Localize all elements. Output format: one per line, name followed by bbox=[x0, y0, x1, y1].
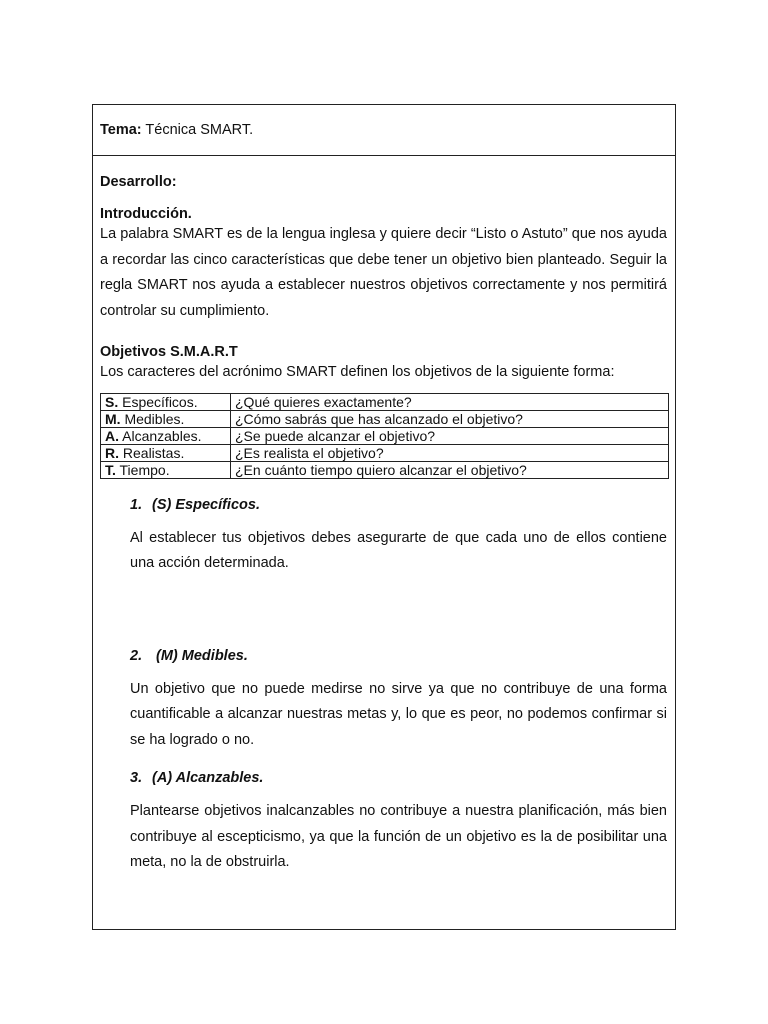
tema-row bbox=[93, 105, 675, 156]
table-cell-criterion bbox=[101, 427, 231, 444]
table-cell-question: ¿Qué quieres exactamente? bbox=[231, 393, 669, 410]
table-row bbox=[101, 427, 669, 444]
item-number: 1. bbox=[130, 496, 143, 513]
criterion-letter: T. bbox=[105, 461, 116, 478]
objetivos-paragraph: Los caracteres del acrónimo SMART definen los objetivos de la siguiente forma: bbox=[100, 364, 615, 380]
criterion-name: Alcanzables. bbox=[119, 427, 202, 444]
desarrollo-heading: Desarrollo: bbox=[100, 174, 177, 190]
objetivos-heading: Objetivos S.M.A.R.T bbox=[100, 344, 238, 360]
item-title bbox=[130, 648, 667, 664]
item-title-text: (S) Específicos. bbox=[152, 496, 260, 513]
table-cell-criterion bbox=[101, 461, 231, 478]
table-cell-criterion bbox=[101, 444, 231, 461]
criterion-name: Tiempo. bbox=[115, 461, 170, 478]
document-content bbox=[93, 174, 675, 876]
intro-word-listo: Listo bbox=[475, 226, 507, 242]
item-number: 2. bbox=[130, 647, 143, 664]
criterion-name: Realistas. bbox=[119, 444, 185, 461]
table-row bbox=[101, 444, 669, 461]
tema-value: Técnica SMART. bbox=[141, 122, 254, 138]
criterion-name: Específicos. bbox=[118, 393, 198, 410]
intro-text-after: ” que nos ayuda a recordar las cinco características que debe tener un objetivo bien planteado. Seguir la regla SMART nos ayuda a establecer nuestros objetivos correctamente y nos permitirá controlar su cumplimiento. bbox=[100, 226, 667, 319]
item-body: Plantearse objetivos inalcanzables no contribuye a nuestra planificación, más bien contribuye al escepticismo, ya que la función de un objetivo es la de posibilitar una meta, no la de obstruirla. bbox=[130, 803, 667, 870]
item-body: Un objetivo que no puede medirse no sirve ya que no contribuye de una forma cuantificable a alcanzar nuestras metas y, lo que es peor, no podemos confirmar si se ha logrado o no. bbox=[130, 680, 667, 748]
intro-connector: o bbox=[506, 226, 522, 242]
criterion-letter: S. bbox=[105, 393, 119, 410]
item-title bbox=[130, 770, 667, 786]
item-title bbox=[130, 497, 667, 513]
list-item-especificos bbox=[130, 497, 667, 577]
criterion-letter: R. bbox=[105, 444, 119, 461]
item-body: Al establecer tus objetivos debes asegurarte de que cada uno de ellos contiene una acción determinada. bbox=[130, 529, 667, 571]
table-row bbox=[101, 410, 669, 427]
item-number: 3. bbox=[130, 770, 143, 786]
criterion-letter: M. bbox=[105, 410, 121, 427]
intro-text-before: La palabra SMART es de la lengua inglesa y quiere decir “ bbox=[100, 226, 476, 242]
criterion-name: Medibles. bbox=[120, 410, 185, 427]
smart-table bbox=[100, 393, 669, 479]
table-cell-question: ¿Cómo sabrás que has alcanzado el objetivo? bbox=[231, 410, 669, 427]
item-title-text: (M) Medibles. bbox=[152, 647, 248, 664]
table-cell-question: ¿En cuánto tiempo quiero alcanzar el objetivo? bbox=[231, 461, 669, 478]
item-title-text: (A) Alcanzables. bbox=[152, 770, 264, 786]
intro-paragraph bbox=[100, 222, 667, 324]
tema-label: Tema: bbox=[100, 122, 142, 138]
table-row bbox=[101, 393, 669, 410]
intro-heading: Introducción. bbox=[100, 206, 192, 222]
table-row bbox=[101, 461, 669, 478]
criterion-letter: A. bbox=[105, 427, 119, 444]
table-cell-criterion bbox=[101, 410, 231, 427]
list-item-alcanzables bbox=[130, 770, 667, 876]
table-cell-criterion bbox=[101, 393, 231, 410]
document-frame bbox=[92, 104, 676, 930]
table-cell-question: ¿Es realista el objetivo? bbox=[231, 444, 669, 461]
list-item-medibles bbox=[130, 648, 667, 754]
table-cell-question: ¿Se puede alcanzar el objetivo? bbox=[231, 427, 669, 444]
intro-word-astuto: Astuto bbox=[521, 226, 563, 242]
